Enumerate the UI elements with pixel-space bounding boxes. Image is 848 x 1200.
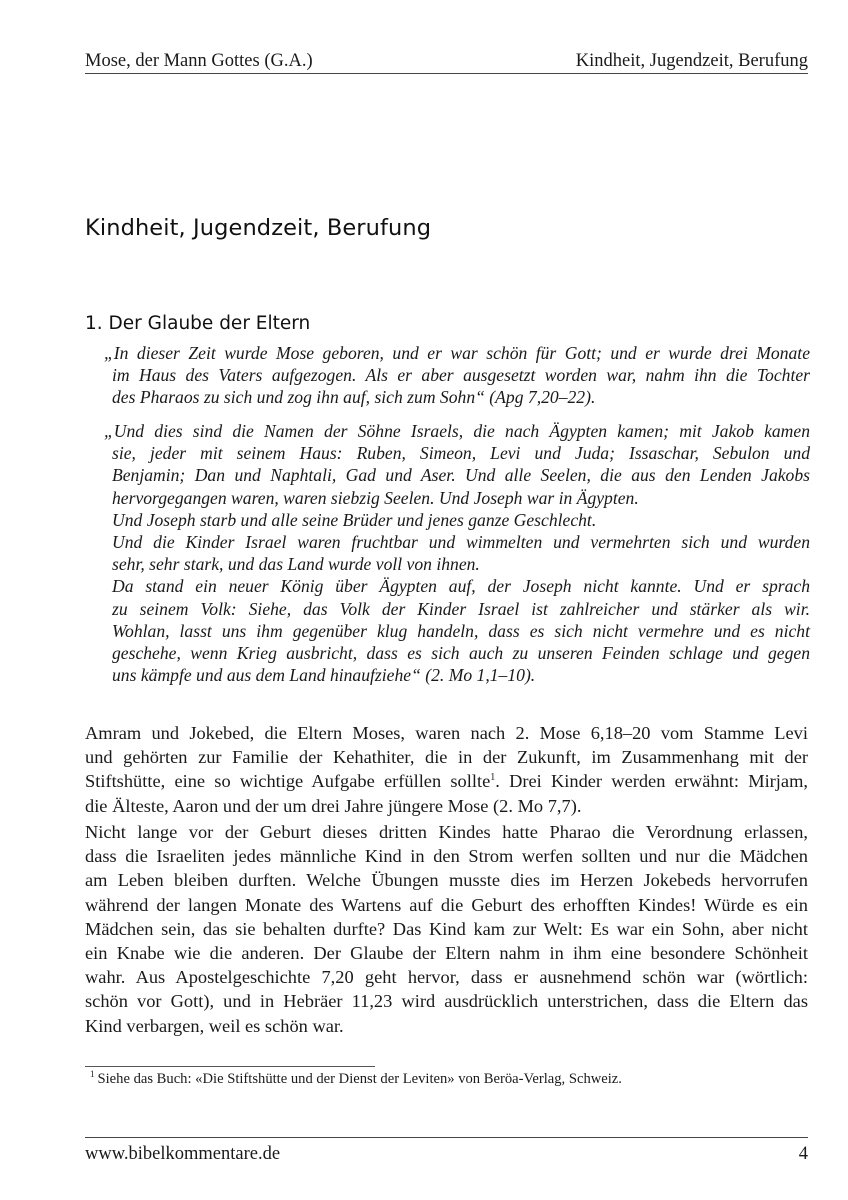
paragraph-text: . Drei Kinder werden erwähnt: Mirjam, <box>495 771 808 792</box>
paragraph-line: die Älteste, Aaron und der um drei Jahre jüngere Mose (2. Mo 7,7). <box>85 795 582 816</box>
running-footer <box>85 1142 808 1166</box>
website-link[interactable]: www.bibelkommentare.de <box>85 1144 281 1164</box>
section-title: 1. Der Glaube der Eltern <box>85 313 311 334</box>
paragraph-line-part <box>85 769 808 793</box>
paragraph-line: Kind verbargen, weil es schön war. <box>85 1015 344 1036</box>
quote-line: zu seinem Volk: Siehe, das Volk der Kinder Israel ist zahlreicher und stärker als wir. <box>112 598 810 619</box>
paragraph-line: dass die Israeliten jedes männliche Kind in den Strom werfen sollten und nur die Mädchen <box>85 846 808 867</box>
footnote-reference[interactable]: 1 <box>490 772 496 784</box>
footnote-text: Siehe das Buch: «Die Stiftshütte und der Dienst der Leviten» von Beröa-Verlag, Schweiz. <box>97 1071 622 1087</box>
footnote <box>90 1069 622 1089</box>
quote-line: hervorgegangen waren, waren siebzig Seelen. Und Joseph war in Ägypten. <box>112 487 639 508</box>
paragraph-line <box>85 769 808 793</box>
page-number: 4 <box>798 1144 808 1164</box>
quote-line: „In dieser Zeit wurde Mose geboren, und er war schön für Gott; und er wurde drei Monate <box>104 343 810 363</box>
chapter-title: Kindheit, Jugendzeit, Berufung <box>85 215 432 241</box>
quote-line: Benjamin; Dan und Naphtali, Gad und Aser. Und alle Seelen, die aus den Lenden Jakobs <box>112 465 810 486</box>
quote-line: Und die Kinder Israel waren fruchtbar und wimmelten und vermehrten sich und wurden <box>112 531 810 552</box>
paragraph-line: am Leben bleiben durften. Welche Übungen musste dies im Herzen Jokebeds hervorrufen <box>85 870 808 891</box>
chapter-running-title: Kindheit, Jugendzeit, Berufung <box>575 51 808 71</box>
quote-line: geschehe, wenn Krieg ausbricht, dass es sich auch zu unseren Feinden schlage und gegen <box>112 642 810 663</box>
paragraph-line: während der langen Monate des Wartens auf die Geburt des erhofften Kindes! Würde es ein <box>85 894 808 915</box>
scripture-quote <box>104 342 810 409</box>
paragraph-line: schön vor Gott), und in Hebräer 11,23 wird ausdrücklich unterstrichen, dass die Eltern das <box>85 991 808 1012</box>
paragraph-line: Nicht lange vor der Geburt dieses dritten Kindes hatte Pharao die Verordnung erlassen, <box>85 822 808 842</box>
quote-line: Da stand ein neuer König über Ägypten auf, der Joseph nicht kannte. Und er sprach <box>112 576 810 597</box>
footer-divider <box>85 1137 808 1138</box>
quote-line: Wohlan, lasst uns ihm gegenüber klug handeln, dass es sich nicht vermehre und es nicht <box>112 620 810 641</box>
quote-line: des Pharaos zu sich und zog ihn auf, sich zum Sohn“ (Apg 7,20–22). <box>112 387 596 408</box>
quote-line: sehr, sehr stark, und das Land wurde voll von ihnen. <box>112 554 480 575</box>
paragraph-line: Amram und Jokebed, die Eltern Moses, waren nach 2. Mose 6,18–20 vom Stamme Levi <box>85 723 808 743</box>
quote-line: Und Joseph starb und alle seine Brüder und jenes ganze Geschlecht. <box>112 509 597 530</box>
header-divider <box>85 73 808 74</box>
body-paragraph <box>85 820 808 1038</box>
paragraph-text: Stiftshütte, eine so wichtige Aufgabe erfüllen sollte <box>85 771 491 792</box>
footnote-number: 1 <box>90 1069 95 1079</box>
quote-line: uns kämpfe und aus dem Land hinaufziehe“ (2. Mo 1,1–10). <box>112 665 536 686</box>
quote-line: im Haus des Vaters aufgezogen. Als er aber ausgesetzt worden war, nahm ihn die Tochter <box>112 365 810 386</box>
scripture-quote <box>104 420 810 686</box>
running-header <box>85 49 808 73</box>
paragraph-line: und gehörten zur Familie der Kehathiter, die in der Zukunft, im Zusammenhang mit der <box>85 747 808 768</box>
quote-line: „Und dies sind die Namen der Söhne Israels, die nach Ägypten kamen; mit Jakob kamen <box>104 421 810 441</box>
paragraph-line: ein Knabe wie die anderen. Der Glaube der Eltern nahm in ihm eine besondere Schönheit <box>85 942 808 963</box>
book-title: Mose, der Mann Gottes (G.A.) <box>85 51 313 71</box>
paragraph-line: Mädchen sein, das sie behalten durfte? Das Kind kam zur Welt: Es war ein Sohn, aber nicht <box>85 918 808 939</box>
paragraph-line: wahr. Aus Apostelgeschichte 7,20 geht hervor, dass er ausnehmend schön war (wörtlich: <box>85 967 808 988</box>
footnote-divider <box>85 1066 375 1067</box>
body-paragraph <box>85 721 808 818</box>
quote-line: sie, jeder mit seinem Haus: Ruben, Simeon, Levi und Juda; Issaschar, Sebulon und <box>112 443 810 464</box>
